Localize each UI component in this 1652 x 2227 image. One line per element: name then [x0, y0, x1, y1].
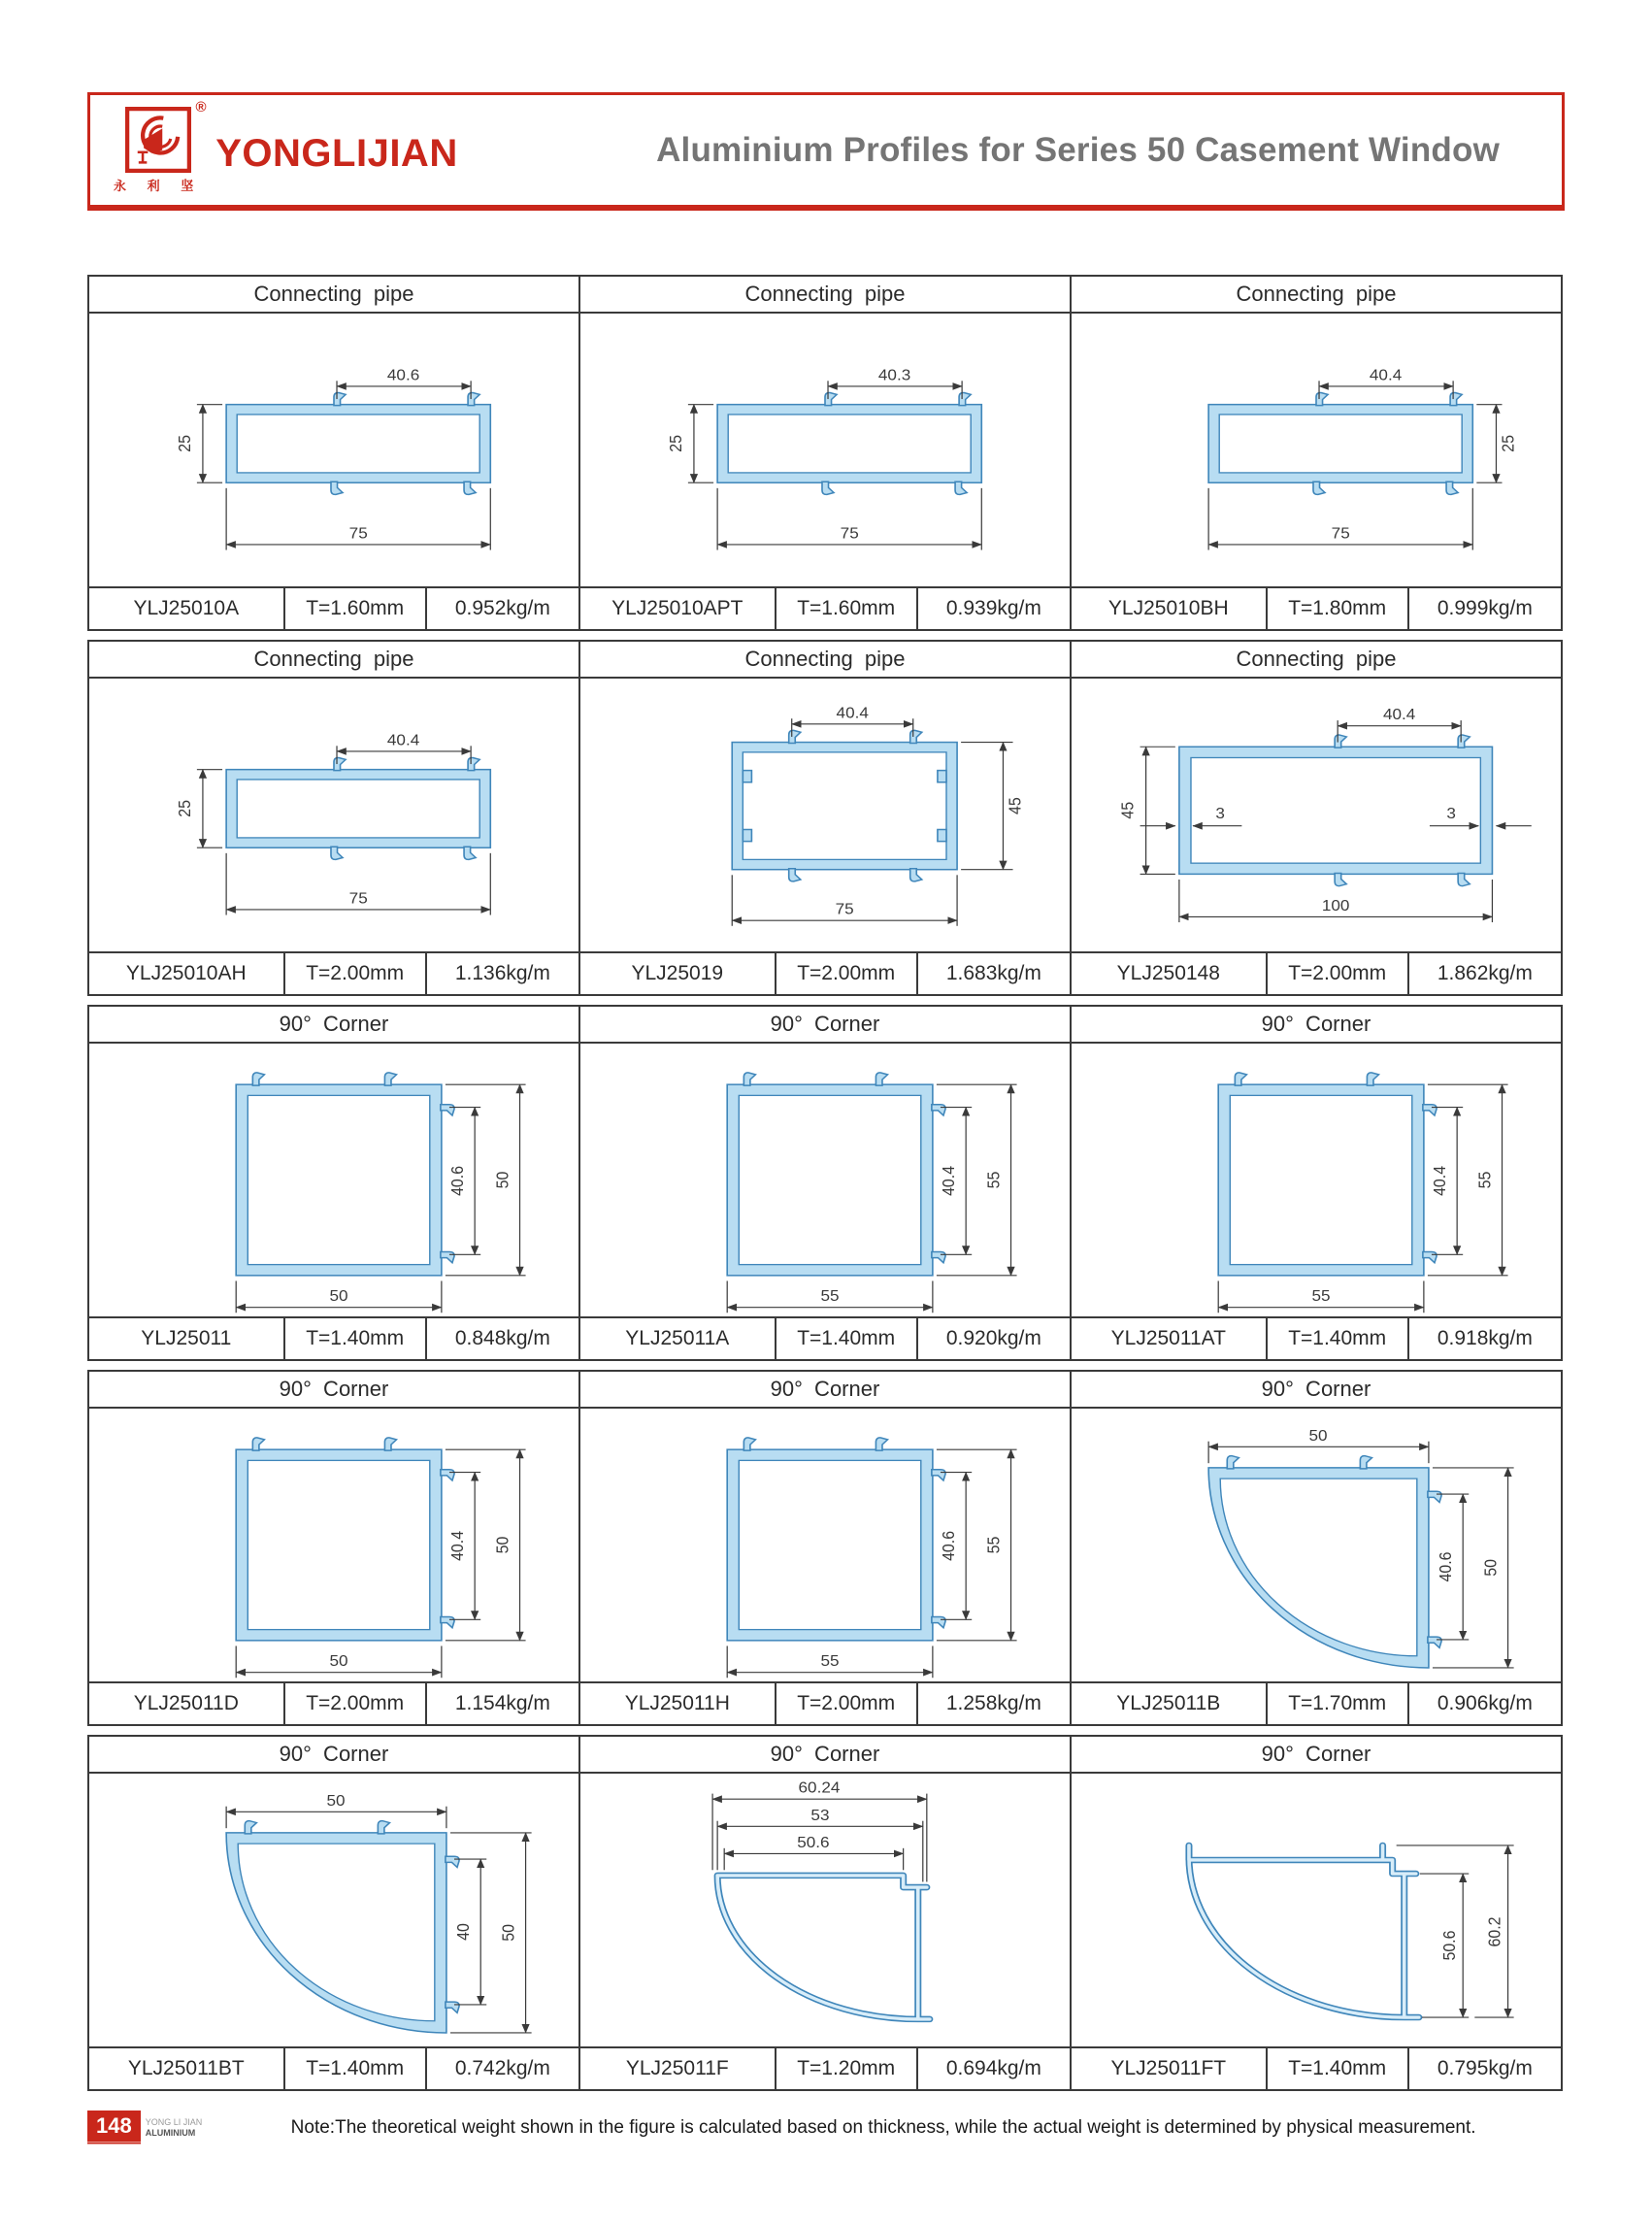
page-number-badge: 148	[87, 2111, 141, 2144]
thickness-value: T=1.60mm	[776, 588, 918, 629]
brand-logo	[114, 98, 458, 194]
dim-label-side: 25	[666, 435, 685, 452]
dim-label-bottom: 75	[1331, 523, 1350, 543]
dim-label-top: 50	[326, 1791, 346, 1810]
profile-drawing-svg	[1072, 1044, 1561, 1316]
profile-drawing	[89, 679, 578, 951]
weight-value: 0.920kg/m	[945, 1327, 1041, 1349]
profile-category: Connecting pipe	[89, 277, 578, 314]
dim-label-outer: 55	[983, 1536, 1004, 1554]
profile-category: Connecting pipe	[580, 277, 1070, 314]
profile-spec-row	[580, 1681, 1070, 1724]
profile-spec-row	[1072, 1316, 1561, 1359]
profile-cell-ylj25019	[578, 640, 1072, 996]
profile-spec-row	[580, 951, 1070, 994]
profile-cell-ylj25011b	[1070, 1370, 1563, 1726]
profile-drawing	[580, 1409, 1070, 1681]
model-code: YLJ25010A	[89, 588, 285, 629]
weight-value: 1.154kg/m	[454, 1692, 550, 1714]
profile-category: 90° Corner	[1072, 1372, 1561, 1409]
model-code: YLJ25011BT	[89, 2048, 285, 2089]
grid-row	[87, 1005, 1565, 1361]
dim-label-top: 40.4	[1383, 705, 1416, 724]
profile-drawing-svg	[89, 1409, 578, 1681]
dim-label-outer: 50	[492, 1171, 512, 1189]
weight-value: 0.999kg/m	[1437, 597, 1533, 619]
footer-note: Note:The theoretical weight shown in the figure is calculated based on thickness, while the actual weight is determined by physical measurement.	[290, 2116, 1476, 2138]
profile-cell-ylj25011at	[1070, 1005, 1563, 1361]
profile-drawing-svg	[1072, 1774, 1561, 2046]
profile-category: 90° Corner	[580, 1007, 1070, 1044]
dim-label-outer: 50	[498, 1924, 518, 1942]
profile-drawing	[1072, 314, 1561, 586]
thickness-value: T=1.40mm	[776, 1318, 918, 1359]
profile-cell-ylj25010a	[87, 275, 580, 631]
thickness-value: T=1.40mm	[1268, 1318, 1409, 1359]
profile-category: 90° Corner	[1072, 1007, 1561, 1044]
profile-drawing-svg	[1072, 679, 1561, 951]
dim-label-top: 40.4	[386, 730, 420, 749]
dim-label-bottom: 75	[835, 900, 854, 918]
thickness-value: T=1.60mm	[285, 588, 427, 629]
profile-spec-row	[1072, 1681, 1561, 1724]
profiles-grid	[87, 275, 1565, 2091]
dim-label-width-1: 60.24	[798, 1778, 841, 1797]
model-code: YLJ25019	[580, 953, 776, 994]
dim-label-top: 50	[1308, 1426, 1328, 1445]
logo-emblem	[125, 98, 207, 173]
catalog-page	[87, 92, 1565, 2144]
profile-cell-ylj250148	[1070, 640, 1563, 996]
thickness-value: T=1.80mm	[1268, 588, 1409, 629]
brand-name-chinese: 永 利 坚	[114, 178, 203, 193]
weight-value: 0.952kg/m	[454, 597, 550, 619]
profile-drawing	[580, 1044, 1070, 1316]
profile-spec-row	[89, 1316, 578, 1359]
dim-label-outer: 50	[492, 1536, 512, 1554]
model-code: YLJ25011D	[89, 1683, 285, 1724]
thickness-value: T=1.70mm	[1268, 1683, 1409, 1724]
thickness-value: T=2.00mm	[1268, 953, 1409, 994]
thickness-value: T=1.40mm	[1268, 2048, 1409, 2089]
dim-label-inner: 40.4	[1430, 1165, 1450, 1196]
model-code: YLJ25010APT	[580, 588, 776, 629]
model-code: YLJ25010BH	[1072, 588, 1268, 629]
dim-label-wall-right: 3	[1446, 804, 1456, 823]
footer-brand	[146, 2117, 203, 2138]
brand-name: YONGLIJIAN	[215, 131, 458, 175]
grid-row	[87, 640, 1565, 996]
profile-drawing	[580, 314, 1070, 586]
footer-brand-line2: ALUMINIUM	[145, 2127, 196, 2138]
model-code: YLJ25011FT	[1072, 2048, 1268, 2089]
dim-label-bottom: 75	[348, 523, 368, 543]
weight-value: 0.795kg/m	[1437, 2057, 1533, 2079]
footer-brand-line1: YONG LI JIAN	[145, 2117, 203, 2128]
profile-spec-row	[1072, 2046, 1561, 2089]
profile-category: Connecting pipe	[89, 642, 578, 679]
dim-label-bottom: 75	[840, 523, 859, 543]
thickness-value: T=1.20mm	[776, 2048, 918, 2089]
thickness-value: T=2.00mm	[776, 1683, 918, 1724]
dim-label-bottom: 75	[348, 888, 368, 908]
profile-spec-row	[1072, 586, 1561, 629]
dim-label-inner: 40.6	[447, 1165, 468, 1196]
profile-drawing	[1072, 679, 1561, 951]
profile-drawing	[89, 314, 578, 586]
profile-drawing-svg	[89, 1044, 578, 1316]
profile-cell-ylj25011f	[578, 1735, 1072, 2091]
thickness-value: T=2.00mm	[285, 1683, 427, 1724]
thickness-value: T=2.00mm	[285, 953, 427, 994]
profile-spec-row	[89, 2046, 578, 2089]
model-code: YLJ25011	[89, 1318, 285, 1359]
profile-cell-ylj25011h	[578, 1370, 1072, 1726]
dim-label-top: 40.6	[386, 365, 420, 384]
dim-label-bottom: 55	[820, 1651, 840, 1670]
thickness-value: T=2.00mm	[776, 953, 918, 994]
profile-drawing	[89, 1409, 578, 1681]
dim-label-bottom: 50	[329, 1286, 348, 1305]
dim-label-inner: 40.6	[939, 1530, 959, 1561]
dim-label-outer: 55	[1474, 1171, 1495, 1189]
profile-category: Connecting pipe	[1072, 277, 1561, 314]
profile-drawing-svg	[580, 1774, 1070, 2046]
dim-label-inner: 40.6	[1436, 1551, 1456, 1582]
profile-category: 90° Corner	[580, 1737, 1070, 1774]
profile-spec-row	[89, 1681, 578, 1724]
weight-value: 1.136kg/m	[454, 962, 550, 984]
weight-value: 0.906kg/m	[1437, 1692, 1533, 1714]
profile-drawing	[1072, 1409, 1561, 1681]
profile-cell-ylj25011a	[578, 1005, 1072, 1361]
profile-category: 90° Corner	[1072, 1737, 1561, 1774]
dim-label-bottom: 100	[1321, 896, 1350, 914]
model-code: YLJ25010AH	[89, 953, 285, 994]
model-code: YLJ25011B	[1072, 1683, 1268, 1724]
dim-label-inner: 50.6	[1439, 1930, 1460, 1961]
dim-label-side: 45	[1117, 801, 1138, 819]
profile-spec-row	[580, 586, 1070, 629]
weight-value: 0.939kg/m	[945, 597, 1041, 619]
page-title: Aluminium Profiles for Series 50 Casement Window	[656, 130, 1500, 169]
dim-label-side: 25	[175, 435, 194, 452]
weight-value: 1.862kg/m	[1437, 962, 1533, 984]
profile-drawing-svg	[89, 314, 578, 586]
model-code: YLJ25011F	[580, 2048, 776, 2089]
dim-label-outer: 50	[1480, 1559, 1501, 1577]
page-header	[87, 92, 1565, 211]
weight-value: 0.694kg/m	[945, 2057, 1041, 2079]
profile-drawing-svg	[580, 314, 1070, 586]
thickness-value: T=1.40mm	[285, 2048, 427, 2089]
thickness-value: T=1.40mm	[285, 1318, 427, 1359]
dim-label-width-3: 50.6	[797, 1833, 830, 1851]
profile-drawing	[89, 1044, 578, 1316]
weight-value: 0.848kg/m	[454, 1327, 550, 1349]
profile-drawing-svg	[1072, 314, 1561, 586]
profile-drawing-svg	[580, 1409, 1070, 1681]
model-code: YLJ25011AT	[1072, 1318, 1268, 1359]
dim-label-bottom: 55	[820, 1286, 840, 1305]
dim-label-inner: 40	[453, 1923, 474, 1941]
profile-drawing	[1072, 1774, 1561, 2046]
profile-spec-row	[89, 586, 578, 629]
dim-label-side: 45	[1006, 797, 1025, 814]
profile-drawing	[580, 1774, 1070, 2046]
grid-row	[87, 1370, 1565, 1726]
registered-trademark-mark: ®	[195, 98, 207, 116]
profile-drawing-svg	[1072, 1409, 1561, 1681]
profile-drawing-svg	[89, 679, 578, 951]
profile-category: Connecting pipe	[1072, 642, 1561, 679]
dim-label-outer: 60.2	[1484, 1916, 1504, 1947]
weight-value: 0.742kg/m	[454, 2057, 550, 2079]
dim-label-inner: 40.4	[447, 1530, 468, 1561]
weight-value: 1.258kg/m	[945, 1692, 1041, 1714]
grid-row	[87, 1735, 1565, 2091]
profile-drawing-svg	[89, 1774, 578, 2046]
profile-category: 90° Corner	[89, 1737, 578, 1774]
dim-label-width-2: 53	[810, 1806, 830, 1824]
profile-spec-row	[89, 951, 578, 994]
grid-row	[87, 275, 1565, 631]
dim-label-bottom: 55	[1311, 1286, 1331, 1305]
weight-value: 1.683kg/m	[945, 962, 1041, 984]
dim-label-top: 40.4	[1369, 365, 1403, 384]
profile-cell-ylj25010apt	[578, 275, 1072, 631]
profile-cell-ylj25011ft	[1070, 1735, 1563, 2091]
dim-label-top: 40.4	[836, 703, 869, 722]
model-code: YLJ250148	[1072, 953, 1268, 994]
profile-category: Connecting pipe	[580, 642, 1070, 679]
dim-label-top: 40.3	[877, 365, 911, 384]
profile-spec-row	[580, 2046, 1070, 2089]
dim-label-side: 25	[1499, 435, 1518, 452]
dim-label-outer: 55	[983, 1171, 1004, 1189]
logo-emblem-column	[114, 98, 207, 194]
profile-cell-ylj25011bt	[87, 1735, 580, 2091]
profile-spec-row	[580, 1316, 1070, 1359]
profile-category: 90° Corner	[89, 1007, 578, 1044]
profile-cell-ylj25010ah	[87, 640, 580, 996]
dim-label-bottom: 50	[329, 1651, 348, 1670]
profile-drawing	[580, 679, 1070, 951]
profile-drawing	[89, 1774, 578, 2046]
profile-category: 90° Corner	[580, 1372, 1070, 1409]
profile-drawing-svg	[580, 1044, 1070, 1316]
page-footer	[87, 2111, 1565, 2144]
dim-label-wall-left: 3	[1215, 804, 1225, 823]
profile-category: 90° Corner	[89, 1372, 578, 1409]
profile-spec-row	[1072, 951, 1561, 994]
profile-cell-ylj25011d	[87, 1370, 580, 1726]
profile-drawing-svg	[580, 679, 1070, 951]
weight-value: 0.918kg/m	[1437, 1327, 1533, 1349]
profile-cell-ylj25011	[87, 1005, 580, 1361]
logo-emblem-icon	[125, 107, 191, 173]
model-code: YLJ25011H	[580, 1683, 776, 1724]
dim-label-side: 25	[175, 800, 194, 817]
profile-drawing	[1072, 1044, 1561, 1316]
dim-label-inner: 40.4	[939, 1165, 959, 1196]
model-code: YLJ25011A	[580, 1318, 776, 1359]
profile-cell-ylj25010bh	[1070, 275, 1563, 631]
